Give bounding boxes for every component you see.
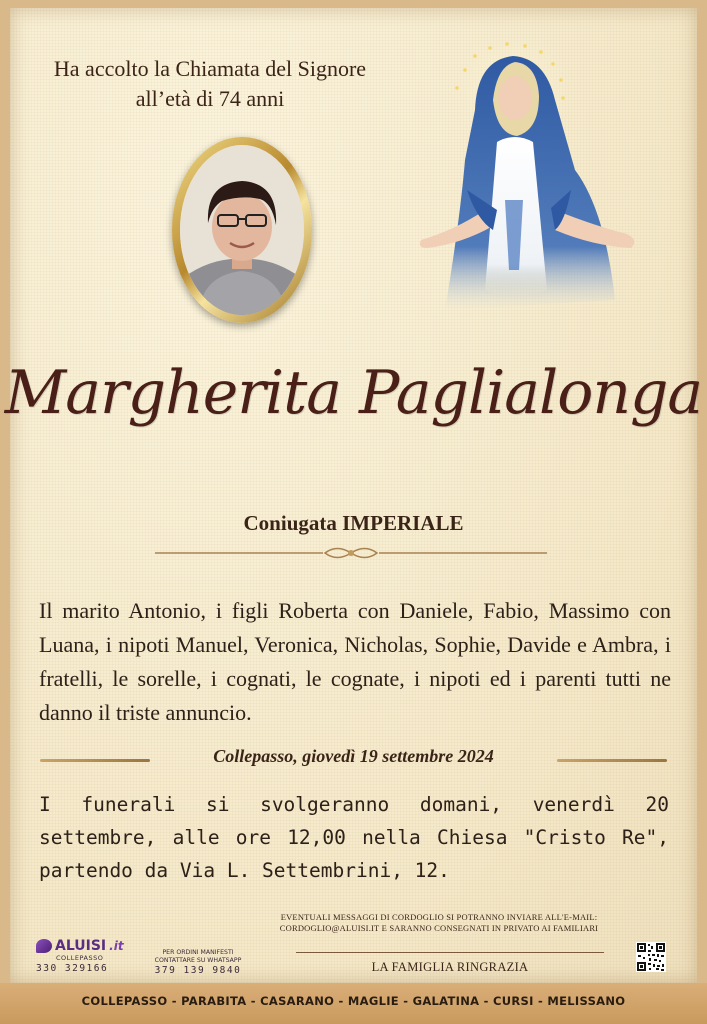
condolence-line-2[interactable]: CORDOGLIO@ALUISI.IT E SARANNO CONSEGNATI IN PRIVATO AI FAMILIARI xyxy=(279,923,599,933)
date-place: Collepasso, giovedì 19 settembre 2024 xyxy=(213,746,494,766)
condolence-info xyxy=(244,912,634,934)
portrait-frame xyxy=(172,137,312,323)
logo-mark-icon xyxy=(36,939,52,953)
order-info xyxy=(142,949,254,976)
order-label-2: CONTATTARE SU WHATSAPP xyxy=(154,956,242,964)
logo-suffix: .it xyxy=(109,939,124,953)
date-line-right xyxy=(557,759,667,762)
madonna-image xyxy=(405,40,665,330)
announcement-text: Il marito Antonio, i figli Roberta con Daniele, Fabio, Massimo con Luana, i nipoti Manuel, Veronica, Nicholas, Sophie, Davide e Ambra, i fratelli, le sorelle, i cognati, le cognate, i nipoti ed i parenti tutti ne danno il triste annuncio. xyxy=(39,598,671,725)
qr-code-icon[interactable] xyxy=(636,942,666,972)
condolence-line-1: EVENTUALI MESSAGGI DI CORDOGLIO SI POTRANNO INVIARE ALL'E-MAIL: xyxy=(280,912,598,922)
agency-logo xyxy=(36,938,126,974)
footer-locations: COLLEPASSO - PARABITA - CASARANO - MAGLIE - GALATINA - CURSI - MELISSANO xyxy=(81,994,626,1008)
footer-bar xyxy=(0,983,707,1024)
order-label-1: PER ORDINI MANIFESTI xyxy=(162,949,234,956)
deceased-name: Margherita Paglialonga xyxy=(4,358,703,428)
date-line-left xyxy=(40,759,150,762)
agency-city: COLLEPASSO xyxy=(56,954,104,962)
thanks-divider xyxy=(296,952,604,953)
header-text xyxy=(0,54,420,114)
funeral-text: I funerali si svolgeranno domani, venerdì 20 settembre, alle ore 12,00 nella Chiesa "Cristo Re", partendo da Via L. Settembrini, 12. xyxy=(39,793,669,882)
portrait-photo xyxy=(180,145,304,315)
whatsapp-phone[interactable]: 379 139 9840 xyxy=(154,965,242,976)
family-thanks: LA FAMIGLIA RINGRAZIA xyxy=(371,960,529,974)
header-line-1: Ha accolto la Chiamata del Signore xyxy=(53,56,367,81)
logo-text: ALUISI xyxy=(55,938,107,954)
ornament-divider-icon xyxy=(155,544,547,562)
header-line-2: all’età di 74 anni xyxy=(135,86,285,111)
date-row xyxy=(40,746,667,774)
spouse-name: Coniugata IMPERIALE xyxy=(243,511,464,535)
agency-phone[interactable]: 330 329166 xyxy=(36,963,109,974)
